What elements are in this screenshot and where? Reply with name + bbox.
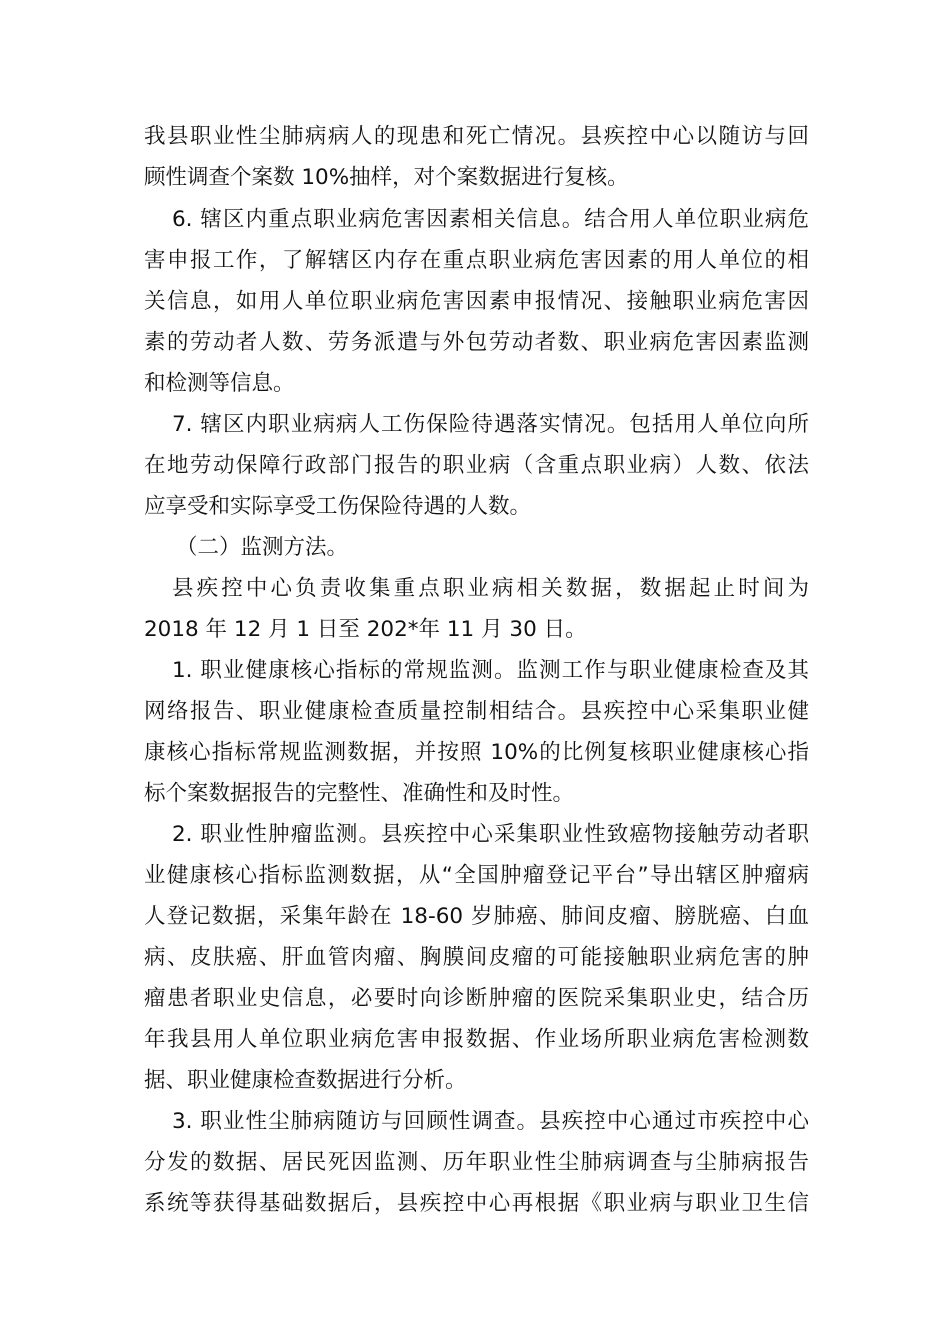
body-text-line: 业健康核心指标监测数据，从“全国肿瘤登记平台”导出辖区肿瘤病 [144,863,809,888]
section-heading: （二）监测方法。 [176,535,349,560]
list-item-heading: 1. 职业健康核心指标的常规监测。监测工作与职业健康检查及其 [172,658,809,683]
body-text-line: 年我县用人单位职业病危害申报数据、作业场所职业病危害检测数 [144,1027,809,1052]
body-text-line: 标个案数据报告的完整性、准确性和及时性。 [144,781,575,806]
list-item-heading: 6. 辖区内重点职业病危害因素相关信息。结合用人单位职业病危 [172,207,809,232]
body-text-line: 害申报工作，了解辖区内存在重点职业病危害因素的用人单位的相 [144,248,809,273]
body-text-line: 顾性调查个案数 10%抽样，对个案数据进行复核。 [144,165,629,190]
body-text-line: 关信息，如用人单位职业病危害因素申报情况、接触职业病危害因 [144,289,809,314]
body-text-line: 病、皮肤癌、肝血管肉瘤、胸膜间皮瘤的可能接触职业病危害的肿 [144,945,809,970]
body-text-line: 系统等获得基础数据后，县疾控中心再根据《职业病与职业卫生信 [144,1191,809,1216]
body-text-line: 应享受和实际享受工伤保险待遇的人数。 [144,494,532,519]
body-text-line: 素的劳动者人数、劳务派遣与外包劳动者数、职业病危害因素监测 [144,330,809,355]
body-text-line: 县疾控中心负责收集重点职业病相关数据，数据起止时间为 [172,576,809,601]
body-text-line: 据、职业健康检查数据进行分析。 [144,1068,467,1093]
body-text-line: 瘤患者职业史信息，必要时向诊断肿瘤的医院采集职业史，结合历 [144,986,809,1011]
list-item-heading: 2. 职业性肿瘤监测。县疾控中心采集职业性致癌物接触劳动者职 [172,822,809,847]
body-text-line: 我县职业性尘肺病病人的现患和死亡情况。县疾控中心以随访与回 [144,124,809,149]
list-item-heading: 3. 职业性尘肺病随访与回顾性调查。县疾控中心通过市疾控中心 [172,1109,809,1134]
body-text-line: 分发的数据、居民死因监测、历年职业性尘肺病调查与尘肺病报告 [144,1150,809,1175]
body-text-line: 康核心指标常规监测数据，并按照 10%的比例复核职业健康核心指 [144,740,809,765]
body-text-line: 和检测等信息。 [144,371,295,396]
body-text-line: 人登记数据，采集年龄在 18-60 岁肺癌、肺间皮瘤、膀胱癌、白血 [144,904,809,929]
body-text-line: 2018 年 12 月 1 日至 202*年 11 月 30 日。 [144,617,587,642]
body-text-line: 网络报告、职业健康检查质量控制相结合。县疾控中心采集职业健 [144,699,809,724]
body-text-line: 在地劳动保障行政部门报告的职业病（含重点职业病）人数、依法 [144,453,809,478]
list-item-heading: 7. 辖区内职业病病人工伤保险待遇落实情况。包括用人单位向所 [172,412,809,437]
